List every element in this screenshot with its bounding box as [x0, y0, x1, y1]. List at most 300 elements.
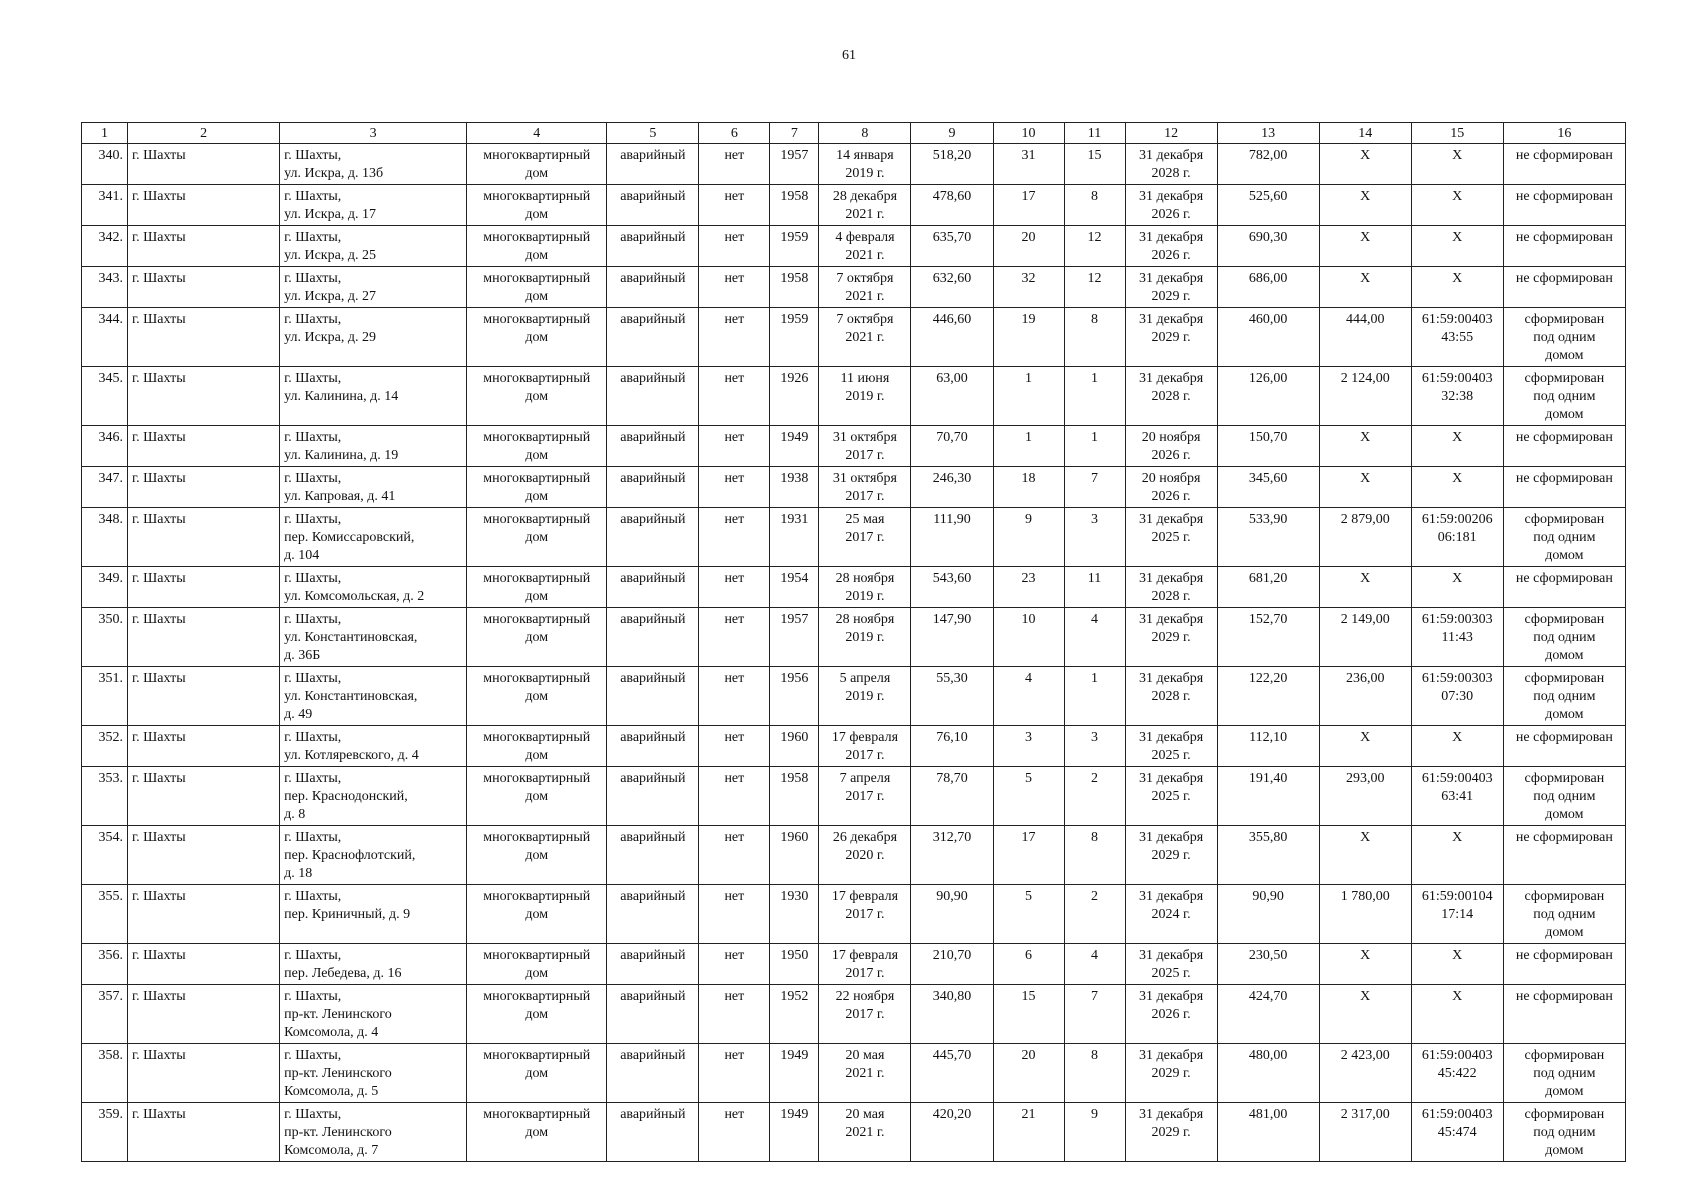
total-area-cell: 480,00: [1217, 1044, 1319, 1103]
year-built-cell: 1958: [770, 185, 819, 226]
cadastral-number-cell: [1411, 426, 1503, 467]
flag-cell: нет: [699, 308, 770, 367]
cell-line: д. 8: [284, 807, 306, 822]
cell-line: 2029 г.: [1151, 1066, 1191, 1081]
cell-line: дом: [525, 1125, 549, 1140]
premises-cell: 3: [1064, 508, 1125, 567]
deadline-cell: [1125, 308, 1217, 367]
recognition-date-cell: [819, 508, 911, 567]
housing-registry-table: [81, 122, 1626, 1162]
cell-line: 31 декабря: [1138, 612, 1204, 627]
cell-line: 61:59:00206: [1421, 512, 1493, 527]
cell-line: 31 декабря: [1138, 371, 1204, 386]
premises-cell: 7: [1064, 467, 1125, 508]
cell-line: г. Шахты,: [284, 512, 342, 527]
municipality-cell: г. Шахты: [128, 726, 280, 767]
cell-line: 20 ноября: [1141, 430, 1201, 445]
flag-cell: нет: [699, 267, 770, 308]
area-cell: 76,10: [911, 726, 993, 767]
municipality-cell: г. Шахты: [128, 185, 280, 226]
cell-line: 20 мая: [845, 1048, 885, 1063]
cell-line: не сформирован: [1515, 571, 1613, 586]
cell-line: ул. Искра, д. 25: [284, 248, 376, 263]
cell-line: пер. Лебедева, д. 16: [284, 966, 402, 981]
cadastral-number-cell: [1411, 267, 1503, 308]
building-type-cell: [467, 1103, 607, 1162]
column-header: 6: [699, 123, 770, 144]
land-status-cell: [1503, 567, 1625, 608]
cell-line: 7 октября: [836, 312, 894, 327]
cadastral-number-cell: [1411, 185, 1503, 226]
municipality-cell: г. Шахты: [128, 144, 280, 185]
cadastral-number-cell: [1411, 608, 1503, 667]
cell-line: домом: [1545, 648, 1584, 663]
cell-line: многоквартирный: [483, 312, 591, 327]
total-area-cell: 424,70: [1217, 985, 1319, 1044]
row-number-cell: 352.: [82, 726, 128, 767]
deadline-cell: [1125, 267, 1217, 308]
cell-line: г. Шахты,: [284, 189, 342, 204]
total-area-cell: 345,60: [1217, 467, 1319, 508]
table-row: [82, 726, 1626, 767]
row-number-cell: 347.: [82, 467, 128, 508]
recognition-date-cell: [819, 1103, 911, 1162]
area-cell: 518,20: [911, 144, 993, 185]
cell-line: под одним: [1533, 789, 1596, 804]
flag-cell: нет: [699, 567, 770, 608]
cell-line: не сформирован: [1515, 148, 1613, 163]
recognition-date-cell: [819, 367, 911, 426]
cell-line: 2028 г.: [1151, 689, 1191, 704]
residents-cell: 5: [993, 767, 1064, 826]
year-built-cell: 1949: [770, 1044, 819, 1103]
flag-cell: нет: [699, 667, 770, 726]
building-type-cell: [467, 467, 607, 508]
table-row: [82, 608, 1626, 667]
cell-line: г. Шахты,: [284, 471, 342, 486]
municipality-cell: г. Шахты: [128, 467, 280, 508]
cell-line: не сформирован: [1515, 948, 1613, 963]
year-built-cell: 1959: [770, 226, 819, 267]
deadline-cell: [1125, 944, 1217, 985]
address-cell: [280, 944, 467, 985]
cell-line: 31 декабря: [1138, 830, 1204, 845]
cell-line: X: [1452, 430, 1463, 445]
address-cell: [280, 308, 467, 367]
cell-line: сформирован: [1524, 671, 1605, 686]
deadline-cell: [1125, 567, 1217, 608]
cell-line: г. Шахты,: [284, 948, 342, 963]
cell-line: под одним: [1533, 907, 1596, 922]
cell-line: дом: [525, 689, 549, 704]
cadastral-number-cell: [1411, 944, 1503, 985]
cell-line: 28 ноября: [835, 571, 895, 586]
address-cell: [280, 267, 467, 308]
cell-line: г. Шахты,: [284, 771, 342, 786]
residents-cell: 20: [993, 226, 1064, 267]
cell-line: 2025 г.: [1151, 530, 1191, 545]
cell-line: сформирован: [1524, 889, 1605, 904]
cell-line: г. Шахты,: [284, 830, 342, 845]
cell-line: 32:38: [1441, 389, 1474, 404]
cell-line: X: [1452, 830, 1463, 845]
recognition-date-cell: [819, 608, 911, 667]
land-status-cell: [1503, 885, 1625, 944]
cell-line: 2025 г.: [1151, 748, 1191, 763]
cell-line: домом: [1545, 707, 1584, 722]
cell-line: 2021 г.: [845, 1066, 885, 1081]
cell-line: 2029 г.: [1151, 848, 1191, 863]
cell-line: 14 января: [836, 148, 894, 163]
condition-cell: аварийный: [607, 885, 699, 944]
cell-line: 4 февраля: [835, 230, 895, 245]
cell-line: 2017 г.: [845, 789, 885, 804]
row-number-cell: 343.: [82, 267, 128, 308]
cell-line: 2017 г.: [845, 489, 885, 504]
recognition-date-cell: [819, 826, 911, 885]
row-number-cell: 357.: [82, 985, 128, 1044]
cell-line: пр-кт. Ленинского: [284, 1066, 392, 1081]
cell-line: дом: [525, 748, 549, 763]
cell-line: 11 июня: [840, 371, 890, 386]
cell-line: многоквартирный: [483, 1048, 591, 1063]
condition-cell: аварийный: [607, 608, 699, 667]
flag-cell: нет: [699, 985, 770, 1044]
premises-cell: 1: [1064, 667, 1125, 726]
table-row: [82, 826, 1626, 885]
column-number-row: [82, 123, 1626, 144]
municipality-cell: г. Шахты: [128, 508, 280, 567]
cell-line: 2017 г.: [845, 748, 885, 763]
year-built-cell: 1957: [770, 608, 819, 667]
cell-line: 61:59:00104: [1421, 889, 1493, 904]
cell-line: 2020 г.: [845, 848, 885, 863]
recognition-date-cell: [819, 1044, 911, 1103]
land-status-cell: [1503, 1103, 1625, 1162]
cell-line: д. 36Б: [284, 648, 321, 663]
condition-cell: аварийный: [607, 426, 699, 467]
total-area-cell: 481,00: [1217, 1103, 1319, 1162]
land-status-cell: [1503, 767, 1625, 826]
cell-line: 2017 г.: [845, 966, 885, 981]
column-header: 2: [128, 123, 280, 144]
cell-line: 2017 г.: [845, 1007, 885, 1022]
cell-line: 31 декабря: [1138, 230, 1204, 245]
cell-line: г. Шахты,: [284, 1048, 342, 1063]
premises-cell: 11: [1064, 567, 1125, 608]
residents-cell: 6: [993, 944, 1064, 985]
land-status-cell: [1503, 367, 1625, 426]
flag-cell: нет: [699, 426, 770, 467]
condition-cell: аварийный: [607, 185, 699, 226]
cell-line: г. Шахты,: [284, 271, 342, 286]
premises-cell: 8: [1064, 1044, 1125, 1103]
cell-line: 7 октября: [836, 271, 894, 286]
cell-line: не сформирован: [1515, 271, 1613, 286]
cell-line: не сформирован: [1515, 471, 1613, 486]
cell-line: под одним: [1533, 1125, 1596, 1140]
row-number-cell: 353.: [82, 767, 128, 826]
cadastral-number-cell: [1411, 826, 1503, 885]
area-cell: 446,60: [911, 308, 993, 367]
condition-cell: аварийный: [607, 144, 699, 185]
recognition-date-cell: [819, 267, 911, 308]
flag-cell: нет: [699, 367, 770, 426]
table-body: [82, 144, 1626, 1162]
deadline-cell: [1125, 667, 1217, 726]
cell-line: дом: [525, 848, 549, 863]
land-area-cell: X: [1319, 826, 1411, 885]
row-number-cell: 345.: [82, 367, 128, 426]
address-cell: [280, 1044, 467, 1103]
area-cell: 632,60: [911, 267, 993, 308]
premises-cell: 8: [1064, 308, 1125, 367]
cell-line: домом: [1545, 1084, 1584, 1099]
deadline-cell: [1125, 367, 1217, 426]
column-header: 5: [607, 123, 699, 144]
cell-line: домом: [1545, 548, 1584, 563]
land-area-cell: X: [1319, 267, 1411, 308]
cell-line: многоквартирный: [483, 830, 591, 845]
column-header: 10: [993, 123, 1064, 144]
cell-line: дом: [525, 289, 549, 304]
residents-cell: 15: [993, 985, 1064, 1044]
municipality-cell: г. Шахты: [128, 267, 280, 308]
cell-line: г. Шахты,: [284, 371, 342, 386]
land-area-cell: 236,00: [1319, 667, 1411, 726]
cell-line: 2028 г.: [1151, 166, 1191, 181]
cadastral-number-cell: [1411, 467, 1503, 508]
residents-cell: 20: [993, 1044, 1064, 1103]
premises-cell: 12: [1064, 226, 1125, 267]
cell-line: многоквартирный: [483, 671, 591, 686]
cell-line: 2026 г.: [1151, 1007, 1191, 1022]
cell-line: ул. Искра, д. 13б: [284, 166, 384, 181]
row-number-cell: 351.: [82, 667, 128, 726]
cell-line: 2029 г.: [1151, 330, 1191, 345]
row-number-cell: 350.: [82, 608, 128, 667]
deadline-cell: [1125, 1044, 1217, 1103]
area-cell: 340,80: [911, 985, 993, 1044]
column-header: 13: [1217, 123, 1319, 144]
cell-line: д. 104: [284, 548, 320, 563]
cell-line: ул. Комсомольская, д. 2: [284, 589, 425, 604]
deadline-cell: [1125, 467, 1217, 508]
cell-line: г. Шахты,: [284, 1107, 342, 1122]
cell-line: 61:59:00403: [1421, 1048, 1493, 1063]
cell-line: пер. Краснофлотский,: [284, 848, 416, 863]
condition-cell: аварийный: [607, 467, 699, 508]
residents-cell: 17: [993, 826, 1064, 885]
condition-cell: аварийный: [607, 826, 699, 885]
cell-line: 61:59:00303: [1421, 671, 1493, 686]
year-built-cell: 1949: [770, 1103, 819, 1162]
cell-line: под одним: [1533, 630, 1596, 645]
recognition-date-cell: [819, 667, 911, 726]
row-number-cell: 356.: [82, 944, 128, 985]
municipality-cell: г. Шахты: [128, 767, 280, 826]
year-built-cell: 1931: [770, 508, 819, 567]
deadline-cell: [1125, 185, 1217, 226]
cell-line: пер. Краснодонский,: [284, 789, 408, 804]
cell-line: 2017 г.: [845, 907, 885, 922]
row-number-cell: 354.: [82, 826, 128, 885]
cell-line: многоквартирный: [483, 471, 591, 486]
cell-line: домом: [1545, 348, 1584, 363]
residents-cell: 17: [993, 185, 1064, 226]
cadastral-number-cell: [1411, 1103, 1503, 1162]
cell-line: Комсомола, д. 4: [284, 1025, 379, 1040]
cell-line: 2029 г.: [1151, 289, 1191, 304]
recognition-date-cell: [819, 567, 911, 608]
cell-line: 2025 г.: [1151, 789, 1191, 804]
row-number-cell: 340.: [82, 144, 128, 185]
condition-cell: аварийный: [607, 985, 699, 1044]
cell-line: многоквартирный: [483, 571, 591, 586]
address-cell: [280, 226, 467, 267]
cell-line: многоквартирный: [483, 430, 591, 445]
cell-line: дом: [525, 789, 549, 804]
building-type-cell: [467, 885, 607, 944]
total-area-cell: 126,00: [1217, 367, 1319, 426]
land-status-cell: [1503, 826, 1625, 885]
cell-line: не сформирован: [1515, 189, 1613, 204]
condition-cell: аварийный: [607, 1103, 699, 1162]
cell-line: многоквартирный: [483, 148, 591, 163]
area-cell: 147,90: [911, 608, 993, 667]
land-area-cell: X: [1319, 726, 1411, 767]
building-type-cell: [467, 726, 607, 767]
deadline-cell: [1125, 885, 1217, 944]
municipality-cell: г. Шахты: [128, 826, 280, 885]
building-type-cell: [467, 185, 607, 226]
land-status-cell: [1503, 985, 1625, 1044]
table-row: [82, 944, 1626, 985]
row-number-cell: 342.: [82, 226, 128, 267]
cell-line: 31 октября: [832, 430, 897, 445]
building-type-cell: [467, 367, 607, 426]
building-type-cell: [467, 826, 607, 885]
deadline-cell: [1125, 826, 1217, 885]
address-cell: [280, 426, 467, 467]
municipality-cell: г. Шахты: [128, 985, 280, 1044]
cell-line: дом: [525, 907, 549, 922]
cell-line: Комсомола, д. 7: [284, 1143, 379, 1158]
land-area-cell: X: [1319, 467, 1411, 508]
municipality-cell: г. Шахты: [128, 367, 280, 426]
table-row: [82, 1044, 1626, 1103]
cell-line: 22 ноября: [835, 989, 895, 1004]
building-type-cell: [467, 567, 607, 608]
cell-line: многоквартирный: [483, 371, 591, 386]
municipality-cell: г. Шахты: [128, 608, 280, 667]
cell-line: 17 февраля: [831, 889, 899, 904]
premises-cell: 1: [1064, 426, 1125, 467]
table-row: [82, 1103, 1626, 1162]
cell-line: 2026 г.: [1151, 489, 1191, 504]
cell-line: не сформирован: [1515, 230, 1613, 245]
total-area-cell: 533,90: [1217, 508, 1319, 567]
cell-line: 31 декабря: [1138, 571, 1204, 586]
table-row: [82, 267, 1626, 308]
area-cell: 111,90: [911, 508, 993, 567]
residents-cell: 9: [993, 508, 1064, 567]
building-type-cell: [467, 767, 607, 826]
column-header: 12: [1125, 123, 1217, 144]
land-area-cell: X: [1319, 567, 1411, 608]
year-built-cell: 1949: [770, 426, 819, 467]
land-area-cell: 444,00: [1319, 308, 1411, 367]
building-type-cell: [467, 944, 607, 985]
recognition-date-cell: [819, 885, 911, 944]
column-header: 16: [1503, 123, 1625, 144]
building-type-cell: [467, 267, 607, 308]
land-area-cell: 2 317,00: [1319, 1103, 1411, 1162]
area-cell: 543,60: [911, 567, 993, 608]
total-area-cell: 782,00: [1217, 144, 1319, 185]
area-cell: 90,90: [911, 885, 993, 944]
premises-cell: 8: [1064, 185, 1125, 226]
flag-cell: нет: [699, 608, 770, 667]
cell-line: 2019 г.: [845, 166, 885, 181]
premises-cell: 3: [1064, 726, 1125, 767]
deadline-cell: [1125, 144, 1217, 185]
land-area-cell: 2 423,00: [1319, 1044, 1411, 1103]
cell-line: сформирован: [1524, 612, 1605, 627]
cell-line: X: [1452, 989, 1463, 1004]
cell-line: ул. Калинина, д. 19: [284, 448, 399, 463]
recognition-date-cell: [819, 726, 911, 767]
cell-line: 25 мая: [845, 512, 885, 527]
residents-cell: 23: [993, 567, 1064, 608]
address-cell: [280, 726, 467, 767]
cadastral-number-cell: [1411, 1044, 1503, 1103]
cell-line: пер. Комиссаровский,: [284, 530, 415, 545]
area-cell: 55,30: [911, 667, 993, 726]
cell-line: дом: [525, 248, 549, 263]
municipality-cell: г. Шахты: [128, 885, 280, 944]
cell-line: X: [1452, 271, 1463, 286]
cell-line: 2029 г.: [1151, 1125, 1191, 1140]
cell-line: 2029 г.: [1151, 630, 1191, 645]
total-area-cell: 230,50: [1217, 944, 1319, 985]
cell-line: 31 декабря: [1138, 148, 1204, 163]
land-status-cell: [1503, 726, 1625, 767]
cell-line: сформирован: [1524, 371, 1605, 386]
premises-cell: 7: [1064, 985, 1125, 1044]
address-cell: [280, 608, 467, 667]
cell-line: домом: [1545, 1143, 1584, 1158]
cell-line: X: [1452, 189, 1463, 204]
residents-cell: 10: [993, 608, 1064, 667]
cell-line: г. Шахты,: [284, 612, 342, 627]
cell-line: 31 декабря: [1138, 1048, 1204, 1063]
deadline-cell: [1125, 426, 1217, 467]
building-type-cell: [467, 508, 607, 567]
land-area-cell: X: [1319, 985, 1411, 1044]
municipality-cell: г. Шахты: [128, 944, 280, 985]
year-built-cell: 1956: [770, 667, 819, 726]
recognition-date-cell: [819, 185, 911, 226]
cell-line: 7 апреля: [839, 771, 891, 786]
cell-line: дом: [525, 489, 549, 504]
area-cell: 246,30: [911, 467, 993, 508]
cell-line: 61:59:00403: [1421, 771, 1493, 786]
cell-line: пр-кт. Ленинского: [284, 1007, 392, 1022]
cell-line: под одним: [1533, 530, 1596, 545]
municipality-cell: г. Шахты: [128, 1044, 280, 1103]
residents-cell: 31: [993, 144, 1064, 185]
